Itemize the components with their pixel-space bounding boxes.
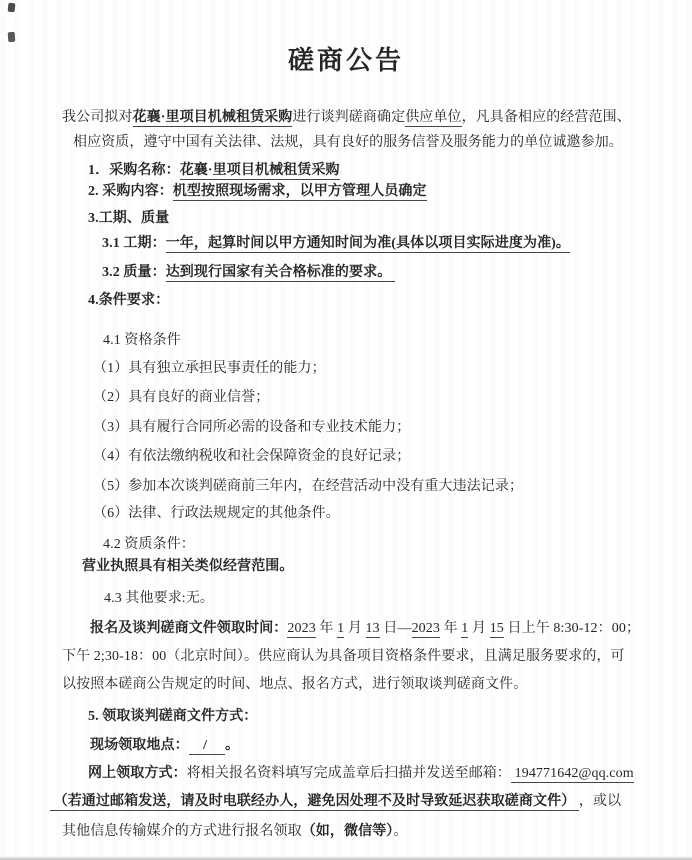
item-4-2-credential-content: [82, 556, 692, 577]
item-2-procurement-content: [88, 181, 692, 202]
scan-artifact: [8, 3, 16, 13]
item-3-heading-duration-quality: [88, 208, 692, 229]
text-segment: 2023: [411, 621, 440, 636]
intro-line-2: [73, 132, 692, 153]
text-segment: （4）有依法缴纳税收和社会保障资金的良好记录；: [93, 449, 411, 464]
text-segment: 月: [344, 621, 366, 636]
page-bottom-shadow: [0, 856, 692, 860]
text-segment: （5）参加本次谈判磋商前三年内，在经营活动中没有重大违法记录；: [93, 479, 524, 494]
text-segment: 网上领取方式：: [88, 766, 187, 781]
online-pickup-line-3: [62, 821, 692, 842]
text-segment: 1: [337, 621, 345, 636]
text-segment: 2023: [287, 621, 316, 636]
text-segment: /: [188, 738, 226, 753]
text-segment: 营业执照具有相关类似经营范围。: [82, 559, 294, 574]
text-segment: 1: [461, 621, 469, 636]
text-segment: 3.2 质量：: [102, 265, 166, 280]
text-segment: 4.1 资格条件: [103, 333, 181, 348]
text-segment: 194771642@qq.com: [511, 766, 634, 781]
item-4-1-qualification-heading: [103, 330, 692, 351]
text-segment: 磋商公告: [287, 46, 404, 75]
text-segment: 以按照本磋商公告规定的时间、地点、报名方式，进行领取谈判磋商文件。: [62, 677, 528, 692]
condition-5: [93, 476, 692, 497]
text-segment: （如，微信等）: [301, 824, 394, 839]
item-3-2-quality: [102, 262, 692, 283]
text-segment: 15: [489, 621, 504, 636]
item-4-3-other-requirements: [104, 588, 692, 609]
text-segment: 花襄·里项目机械租赁采购: [179, 163, 340, 178]
text-segment: 5. 领取谈判磋商文件方式：: [88, 709, 258, 724]
text-segment: 进行谈判磋商确定: [292, 110, 406, 125]
text-segment: 。: [393, 824, 408, 839]
item-5-heading-pickup-method: [88, 706, 692, 727]
text-segment: （若通过邮箱发送，请及时电联经办人，避免因处理不及时导致延迟获取磋商文件）: [50, 794, 579, 809]
text-segment: 机型按照现场需求，以甲方管理人员确定: [172, 184, 427, 199]
text-segment: 月: [468, 621, 490, 636]
text-segment: （3）具有履行合同所必需的设备和专业技术能力；: [93, 420, 411, 435]
item-4-heading-conditions: [88, 290, 692, 311]
text-segment: 4.2 资质条件：: [103, 537, 195, 552]
text-segment: （1）具有独立承担民事责任的能力；: [93, 361, 326, 376]
text-segment: 3.工期、质量: [88, 211, 170, 226]
text-segment: 我公司拟对: [62, 110, 133, 125]
condition-6: [93, 503, 692, 524]
text-segment: 2. 采购内容：: [88, 184, 173, 199]
text-segment: 年: [439, 621, 462, 636]
online-pickup-line-2: [50, 791, 692, 812]
text-segment: 现场领取地点：: [90, 738, 189, 753]
text-segment: 将相关报名资料填写完成盖章后扫描并发送至邮箱：: [186, 766, 512, 781]
item-3-1-duration: [102, 233, 692, 254]
document-content: [0, 46, 692, 842]
text-segment: 日上午 8:30-12：00；: [503, 621, 641, 636]
text-segment: 其他信息传输媒介的方式进行报名领取: [62, 824, 302, 839]
text-segment: （2）具有良好的商业信誉；: [93, 390, 270, 405]
item-4-2-credential-heading: [103, 534, 692, 555]
text-segment: 年: [315, 621, 338, 636]
text-segment: 13: [365, 621, 380, 636]
text-segment: 达到现行国家有关合格标准的要求。: [165, 265, 395, 280]
text-segment: 下午 2;30-18：00（北京时间）。供应商认为具备项目资格条件要求，且满足服务要求的，可: [62, 649, 625, 664]
text-segment: ，凡具备相应的经营范围、: [461, 110, 631, 125]
item-1-procurement-name: [88, 160, 692, 181]
registration-time-line-2: [62, 646, 692, 667]
text-segment: 相应资质，遵守中国有关法律、法规，具有良好的服务信誉及服务能力的单位诚邀参加。: [73, 135, 623, 150]
text-segment: 报名及谈判磋商文件领取时间：: [90, 621, 288, 636]
text-segment: 。: [225, 738, 240, 753]
condition-4: [93, 446, 692, 467]
text-segment: 供应单位: [405, 110, 462, 125]
text-segment: 花襄·里项目机械租赁采购: [132, 110, 293, 125]
text-segment: （6）法律、行政法规规定的其他条件。: [93, 506, 340, 521]
condition-2: [93, 387, 692, 408]
text-segment: 1．采购名称：: [88, 163, 180, 178]
text-segment: ，或以: [578, 794, 622, 809]
condition-1: [93, 358, 692, 379]
scan-artifact: [8, 32, 16, 42]
text-segment: 一年，起算时间以甲方通知时间为准(具体以项目实际进度为准)。: [165, 236, 571, 251]
condition-3: [93, 417, 692, 438]
onsite-pickup-line: [90, 735, 692, 756]
text-segment: 4.条件要求：: [88, 293, 170, 308]
text-segment: 4.3 其他要求:无。: [104, 591, 214, 606]
registration-time-line-3: [62, 674, 692, 695]
registration-time-line-1: [90, 618, 692, 639]
text-segment: 日—: [379, 621, 412, 636]
text-segment: 3.1 工期：: [102, 236, 166, 251]
doc-title: [0, 46, 692, 76]
intro-line-1: [62, 107, 692, 128]
online-pickup-line-1: [88, 763, 692, 784]
